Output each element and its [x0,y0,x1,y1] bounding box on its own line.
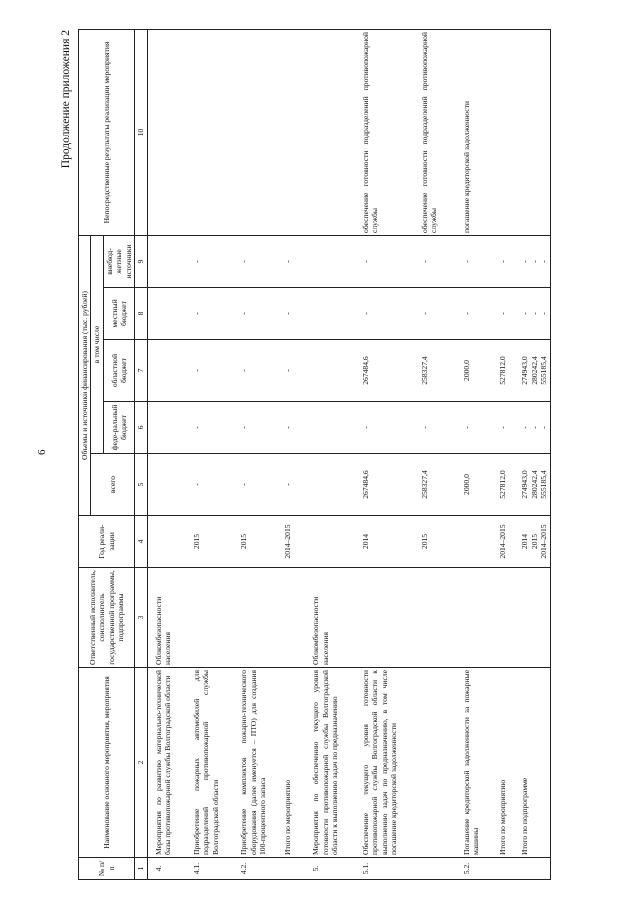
column-number: 3 [135,568,147,668]
row-regional: 2000,0 [440,340,482,402]
continuation-title: Продолжение приложения 2 [60,30,72,169]
row-federal: - - - [508,402,550,454]
row-name: Мероприятия по развитию материально-технической базы противопожарной службы Волгоградской области [147,668,173,858]
row-number [269,858,293,880]
row-year: 2014 [341,516,400,568]
row-number [482,858,508,880]
row-year: 2015 [400,516,440,568]
table-row [147,30,173,880]
rotated-page [60,30,620,880]
table-row [221,30,268,880]
row-executor [269,568,293,668]
row-local: - [341,288,400,340]
row-federal: - [221,402,268,454]
column-number: 1 [135,858,147,880]
row-number: 4.2. [221,858,268,880]
row-executor [341,568,400,668]
row-extrabudget [293,236,340,288]
row-federal [293,402,340,454]
row-total [293,454,340,516]
header-executor: Ответственный исполнитель, соисполнитель государственной программы, подпрограммы [79,568,135,668]
row-federal: - [400,402,440,454]
row-number: 5.2. [440,858,482,880]
row-extrabudget: - [341,236,400,288]
row-extrabudget: - [440,236,482,288]
row-local [147,288,173,340]
row-year: 2015 [174,516,221,568]
row-number: 5.1. [341,858,400,880]
row-extrabudget: - [482,236,508,288]
row-extrabudget: - - - [508,236,550,288]
row-number [508,858,550,880]
row-executor: Облкомбезопасности населения [293,568,340,668]
column-number: 8 [135,288,147,340]
header-local: местный бюджет [103,288,134,340]
row-result [482,30,508,236]
row-executor: Облкомбезопасности населения [147,568,173,668]
row-extrabudget: - [400,236,440,288]
row-name: Погашение кредиторской задолженности за пожарные машины [440,668,482,858]
row-name: Приобретение комплектов пожарно-технического оборудования (далее именуется – ПТО) для создания 100-процентного запаса [221,668,268,858]
row-regional: 527812,0 [482,340,508,402]
header-name: Наименование основного мероприятия, мероприятия [79,668,135,858]
header-results: Непосредственные результаты реализации мероприятия [79,30,135,236]
header-regional: областной бюджет [103,340,134,402]
row-local: - [174,288,221,340]
row-result [269,30,293,236]
row-result: погашение кредиторской задолженности [440,30,482,236]
row-total: 258327,4 [400,454,440,516]
header-funding: Объемы и источники финансирования (тыс. рублей) [79,236,91,516]
row-executor [400,568,440,668]
table-row [293,30,340,880]
row-federal: - [269,402,293,454]
header-extrabudget: внебюд-жетные источники [103,236,134,288]
table-row [400,30,440,880]
row-name: Приобретение пожарных автомобилей для подразделений противопожарной службы Волгоградской области [174,668,221,858]
page-number: 6 [36,449,48,455]
row-total: 527812,0 [482,454,508,516]
row-year [440,516,482,568]
row-name: Итого по мероприятию [269,668,293,858]
row-year: 2014–2015 [482,516,508,568]
row-year: 2014–2015 [269,516,293,568]
row-name [400,668,440,858]
row-federal [147,402,173,454]
row-name: Итого по подпрограмме [508,668,550,858]
row-regional: 258327,4 [400,340,440,402]
row-regional: - [269,340,293,402]
row-local: - [482,288,508,340]
header-including: в том числе [91,236,103,454]
row-local: - [269,288,293,340]
column-number: 7 [135,340,147,402]
row-total: - [221,454,268,516]
row-year [293,516,340,568]
row-result [221,30,268,236]
row-extrabudget: - [269,236,293,288]
row-total [147,454,173,516]
row-total: 274943,0 280242,4 555185,4 [508,454,550,516]
row-total: 2000,0 [440,454,482,516]
row-regional: - [221,340,268,402]
row-result [508,30,550,236]
row-result: обеспечение готовности подразделений противопожарной службы [341,30,400,236]
row-executor [174,568,221,668]
table-row [341,30,400,880]
row-extrabudget: - [221,236,268,288]
row-name: Обеспечение текущего уровня готовности противопожарной службы Волгоградской области к выполнению задач по предназначению, в том числе погашение кредиторской задолженности [341,668,400,858]
header-federal: феде-ральный бюджет [103,402,134,454]
funding-table [78,29,551,880]
row-local [293,288,340,340]
row-local: - [400,288,440,340]
row-regional [147,340,173,402]
row-year: 2014 2015 2014–2015 [508,516,550,568]
column-number: 4 [135,516,147,568]
row-name: Мероприятия по обеспечению текущего уровня готовности противопожарной службы Волгоградской области к выполнению задач по предназначению [293,668,340,858]
header-total: всего [91,454,135,516]
table-row [174,30,221,880]
row-year: 2015 [221,516,268,568]
row-total: - [174,454,221,516]
column-number: 6 [135,402,147,454]
table-row [508,30,550,880]
row-regional [293,340,340,402]
row-total: - [269,454,293,516]
row-name: Итого по мероприятию [482,668,508,858]
row-number: 4. [147,858,173,880]
row-result [147,30,173,236]
row-regional: 267484,6 [341,340,400,402]
row-local: - [440,288,482,340]
row-federal: - [341,402,400,454]
header-no: № п/п [79,858,135,880]
row-number: 4.1. [174,858,221,880]
row-result [174,30,221,236]
row-executor [440,568,482,668]
column-number: 2 [135,668,147,858]
row-year [147,516,173,568]
row-local: - [221,288,268,340]
table-row [269,30,293,880]
row-total: 267484,6 [341,454,400,516]
table-body [147,30,550,880]
row-extrabudget [147,236,173,288]
row-number: 5. [293,858,340,880]
row-number [400,858,440,880]
row-regional: 274943,0 280242,4 555185,4 [508,340,550,402]
row-extrabudget: - [174,236,221,288]
header-year: Год реали-зации [79,516,135,568]
row-federal: - [482,402,508,454]
row-executor [508,568,550,668]
row-federal: - [440,402,482,454]
column-number: 10 [135,30,147,236]
table-row [482,30,508,880]
table-row [440,30,482,880]
row-result [293,30,340,236]
row-federal: - [174,402,221,454]
column-number: 5 [135,454,147,516]
row-executor [221,568,268,668]
row-result: обеспечение готовности подразделений противопожарной службы [400,30,440,236]
row-executor [482,568,508,668]
row-local: - - - [508,288,550,340]
row-regional: - [174,340,221,402]
column-number: 9 [135,236,147,288]
